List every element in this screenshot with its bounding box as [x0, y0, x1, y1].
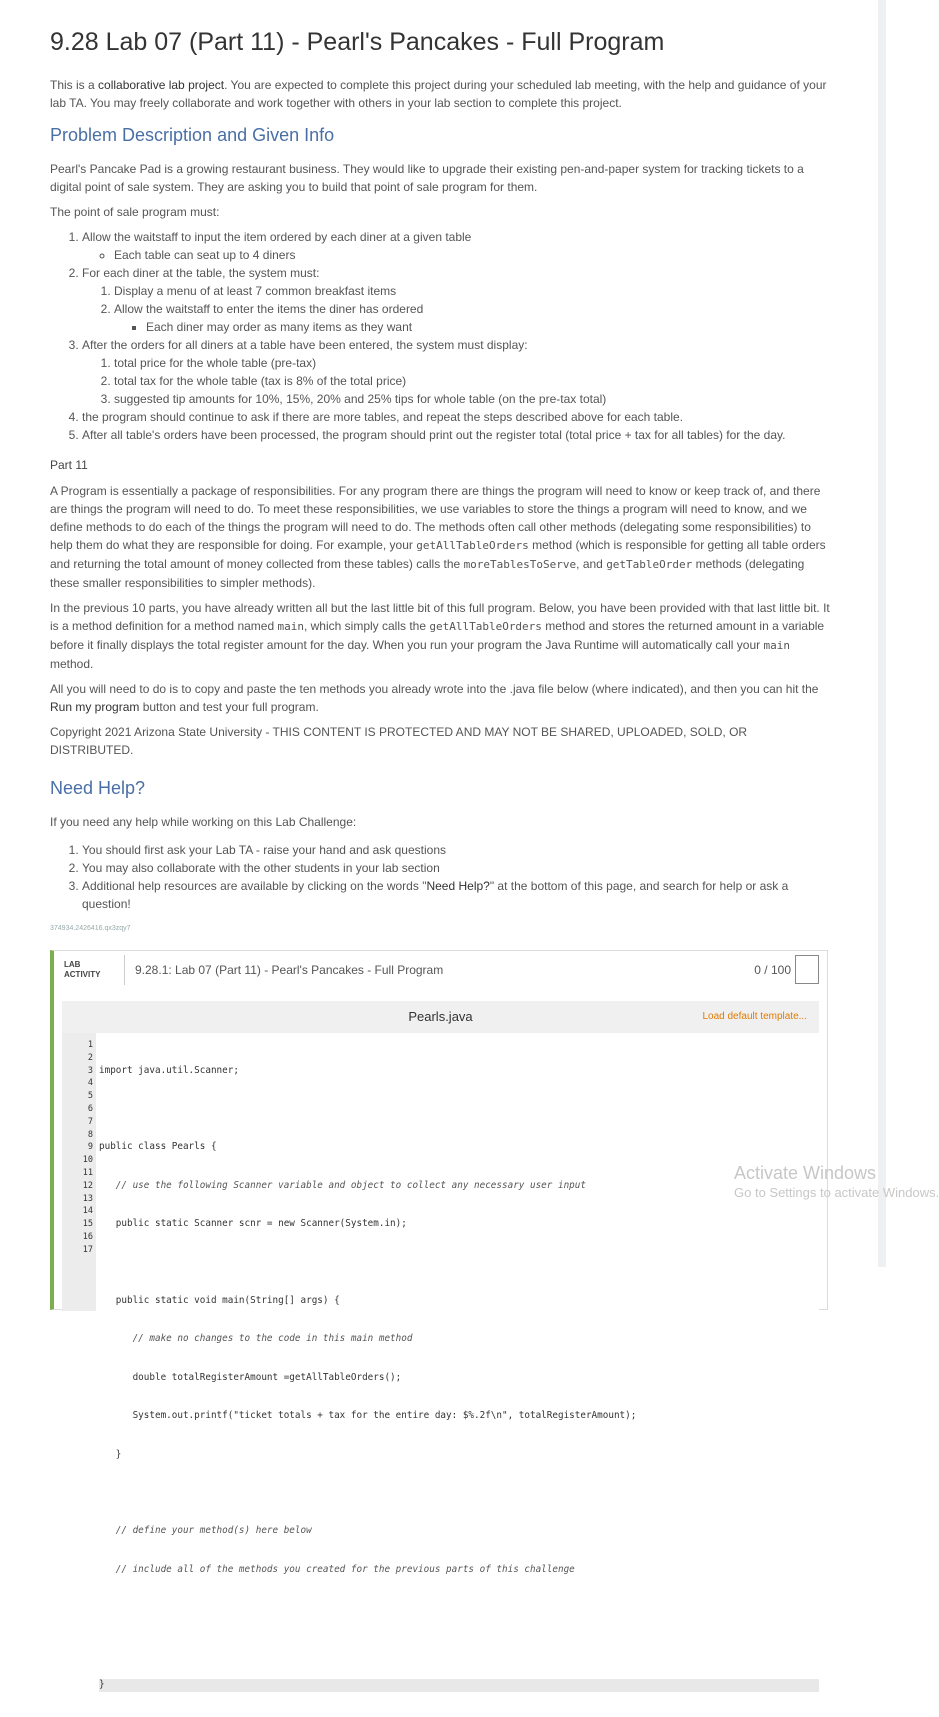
code-ref: moreTablesToServe	[463, 558, 577, 571]
list-item: ◦ Each table can seat up to 4 diners	[114, 246, 830, 264]
code-line[interactable]: import java.util.Scanner;	[99, 1064, 239, 1076]
list-item: ▪ Each diner may order as many items as they want	[146, 318, 830, 336]
code-line[interactable]	[99, 1640, 819, 1653]
line-number: 6	[87, 1103, 93, 1114]
code-line[interactable]: // define your method(s) here below	[99, 1525, 312, 1537]
list-item-text: After the orders for all diners at a table have been entered, the system must display:	[82, 338, 528, 352]
intro-paragraph	[50, 76, 830, 112]
list-item: 3. suggested tip amounts for 10%, 15%, 20% and 25% tips for whole table (on the pre-tax total)	[114, 390, 830, 408]
line-number: 14	[82, 1206, 93, 1217]
line-number: 12	[82, 1180, 93, 1191]
code-editor[interactable]	[62, 1033, 819, 1690]
text: A Program is essentially a package of responsibilities. For any program there are things the program will need to know or keep track of, and there are things the program will need to do. To meet these responsibilities, we use variables to store the things a program will need to know, and we define methods to do each of the things the program will need to do. The methods often call other methods (delegating some responsibilities) to help them do what they are responsible for doing. For example, your	[50, 484, 821, 552]
line-number: 10	[82, 1155, 93, 1166]
line-number: 4	[87, 1078, 93, 1089]
score-icon	[795, 955, 819, 982]
code-line[interactable]: public static void main(String[] args) {	[99, 1294, 340, 1306]
line-number: 2	[87, 1052, 93, 1063]
need-help-ref: Need Help?	[426, 879, 490, 893]
line-number: 5	[87, 1091, 93, 1102]
code-line[interactable]: System.out.printf("ticket totals + tax for the entire day: $%.2f\n", totalRegisterAmount);	[99, 1410, 637, 1422]
code-ref: main	[277, 620, 304, 633]
list-item: 2. You may also collaborate with the other students in your lab section	[82, 859, 830, 877]
lab-activity	[50, 950, 828, 1690]
intro-post: . You are expected to complete this project during your scheduled lab meeting, with the help and guidance of your lab TA. You may freely collaborate and work together with others in your lab section to complete this project.	[50, 78, 827, 110]
list-item: 5. After all table's orders have been processed, the program should print out the register total (total price + tax for all tables) for the day.	[82, 426, 830, 444]
code-ref: getTableOrder	[606, 558, 693, 571]
code-line[interactable]: public class Pearls {	[99, 1141, 217, 1153]
list-item: 2. total tax for the whole table (tax is 8% of the total price)	[114, 372, 830, 390]
watermark-line: Activate Windows	[734, 1163, 877, 1183]
file-name: Pearls.java	[408, 1009, 473, 1024]
sub-list	[82, 354, 830, 408]
line-number: 15	[82, 1219, 93, 1230]
activity-tag	[54, 955, 125, 985]
text: In the previous 10 parts, you have already written all but the last little bit of this full program. Below, you have been provided with that last little bit. It is a method definition for a method named	[50, 601, 830, 633]
code-line[interactable]: }	[99, 1679, 819, 1692]
run-program-ref: Run my program	[50, 700, 140, 714]
code-line[interactable]: // make no changes to the code in this main method	[99, 1333, 413, 1345]
code-line[interactable]: // use the following Scanner variable and object to collect any necessary user input	[99, 1179, 586, 1191]
intro-pre: This is a	[50, 78, 99, 92]
tag-line: LAB	[64, 960, 81, 969]
ide-panel	[62, 1001, 819, 1690]
problem-heading: Problem Description and Given Info	[50, 125, 335, 145]
sub-list	[82, 246, 830, 264]
code-line[interactable]: }	[99, 1448, 122, 1460]
code-line[interactable]	[99, 1487, 819, 1500]
line-number: 7	[87, 1116, 93, 1127]
list-item: 1. Display a menu of at least 7 common breakfast items	[114, 282, 830, 300]
ide-toolbar	[62, 1001, 819, 1033]
page-title: 9.28 Lab 07 (Part 11) - Pearl's Pancakes - Full Program	[50, 28, 665, 56]
activity-header	[54, 951, 827, 989]
list-item	[114, 300, 830, 336]
text: , which simply calls the	[303, 619, 430, 633]
list-item	[82, 228, 830, 264]
part11-p2	[50, 599, 830, 673]
code-area[interactable]	[99, 1033, 819, 1717]
code-line[interactable]: double totalRegisterAmount =getAllTableOrders();	[99, 1371, 402, 1383]
text: method (which is responsible for getting all table orders and returning the total amount of money collected from these tables) calls the	[50, 538, 826, 571]
text: All you will need to do is to copy and paste the ten methods you already wrote into the .java file below (where indicated), and then you can hit the	[50, 682, 819, 696]
text: method.	[50, 657, 94, 671]
problem-p2: The point of sale program must:	[50, 205, 220, 219]
code-line[interactable]	[99, 1257, 819, 1270]
line-number: 8	[87, 1129, 93, 1140]
text: button and test your full program.	[139, 700, 319, 714]
intro-strong: collaborative lab project	[98, 78, 225, 92]
code-line[interactable]	[99, 1602, 819, 1615]
line-number-gutter	[62, 1033, 96, 1311]
section-id: 374934.2426416.qx3zqy7	[50, 925, 131, 932]
text: " at the bottom of this page, and search for help or ask a question!	[82, 879, 789, 911]
line-number: 3	[87, 1065, 93, 1076]
line-number: 9	[87, 1142, 93, 1153]
problem-p1: Pearl's Pancake Pad is a growing restaurant business. They would like to upgrade their existing pen-and-paper system for tracking tickets to a digital point of sale system. They are asking you to build that point of sale program for them.	[50, 162, 804, 194]
part11-p3	[50, 680, 830, 716]
text: methods (delegating these smaller responsibilities to simpler methods).	[50, 557, 805, 590]
list-item: 1. total price for the whole table (pre-tax)	[114, 354, 830, 372]
watermark-line: Go to Settings to activate Windows.	[734, 1185, 939, 1200]
scrollbar[interactable]	[878, 0, 886, 1267]
copyright: Copyright 2021 Arizona State University - THIS CONTENT IS PROTECTED AND MAY NOT BE SHARED, UPLOADED, SOLD, OR DISTRIBUTED.	[50, 725, 748, 757]
text: Additional help resources are available by clicking on the words "	[82, 879, 427, 893]
part11-p1	[50, 482, 830, 592]
code-line[interactable]: public static Scanner scnr = new Scanner(System.in);	[99, 1218, 407, 1230]
line-number: 17	[82, 1244, 93, 1255]
list-item	[82, 877, 830, 913]
line-number: 1	[87, 1040, 93, 1050]
code-ref: main	[763, 639, 790, 652]
list-item	[82, 336, 830, 408]
part11-heading: Part 11	[50, 458, 88, 472]
line-number: 16	[82, 1231, 93, 1242]
tag-line: ACTIVITY	[64, 970, 101, 979]
help-p1: If you need any help while working on this Lab Challenge:	[50, 815, 357, 829]
help-list	[50, 841, 830, 913]
sub-list	[114, 318, 830, 336]
list-item-text: Allow the waitstaff to input the item ordered by each diner at a given table	[82, 230, 472, 244]
windows-activation-watermark	[734, 1162, 939, 1202]
list-item: 1. You should first ask your Lab TA - raise your hand and ask questions	[82, 841, 830, 859]
list-item-text: Allow the waitstaff to enter the items the diner has ordered	[114, 302, 424, 316]
text: , and	[576, 557, 607, 571]
list-item-text: For each diner at the table, the system must:	[82, 266, 320, 280]
code-line[interactable]: // include all of the methods you created for the previous parts of this challenge	[99, 1563, 575, 1575]
score: 0 / 100	[754, 963, 791, 977]
activity-title: 9.28.1: Lab 07 (Part 11) - Pearl's Pancakes - Full Program	[135, 963, 444, 977]
code-ref: getAllTableOrders	[429, 620, 542, 633]
line-number: 13	[82, 1193, 93, 1204]
content	[50, 26, 830, 1690]
list-item: 4. the program should continue to ask if there are more tables, and repeat the steps described above for each table.	[82, 408, 830, 426]
code-line[interactable]	[99, 1103, 819, 1116]
requirements-list	[50, 228, 830, 444]
load-default-template-link[interactable]: Load default template...	[702, 1011, 807, 1022]
sub-list	[82, 282, 830, 336]
line-number: 11	[82, 1167, 93, 1178]
help-heading: Need Help?	[50, 778, 146, 798]
code-ref: getAllTableOrders	[416, 539, 529, 552]
list-item	[82, 264, 830, 336]
text: method and stores the returned amount in a variable before it finally displays the total register amount for the day. When you run your program the Java Runtime will automatically call your	[50, 619, 825, 652]
